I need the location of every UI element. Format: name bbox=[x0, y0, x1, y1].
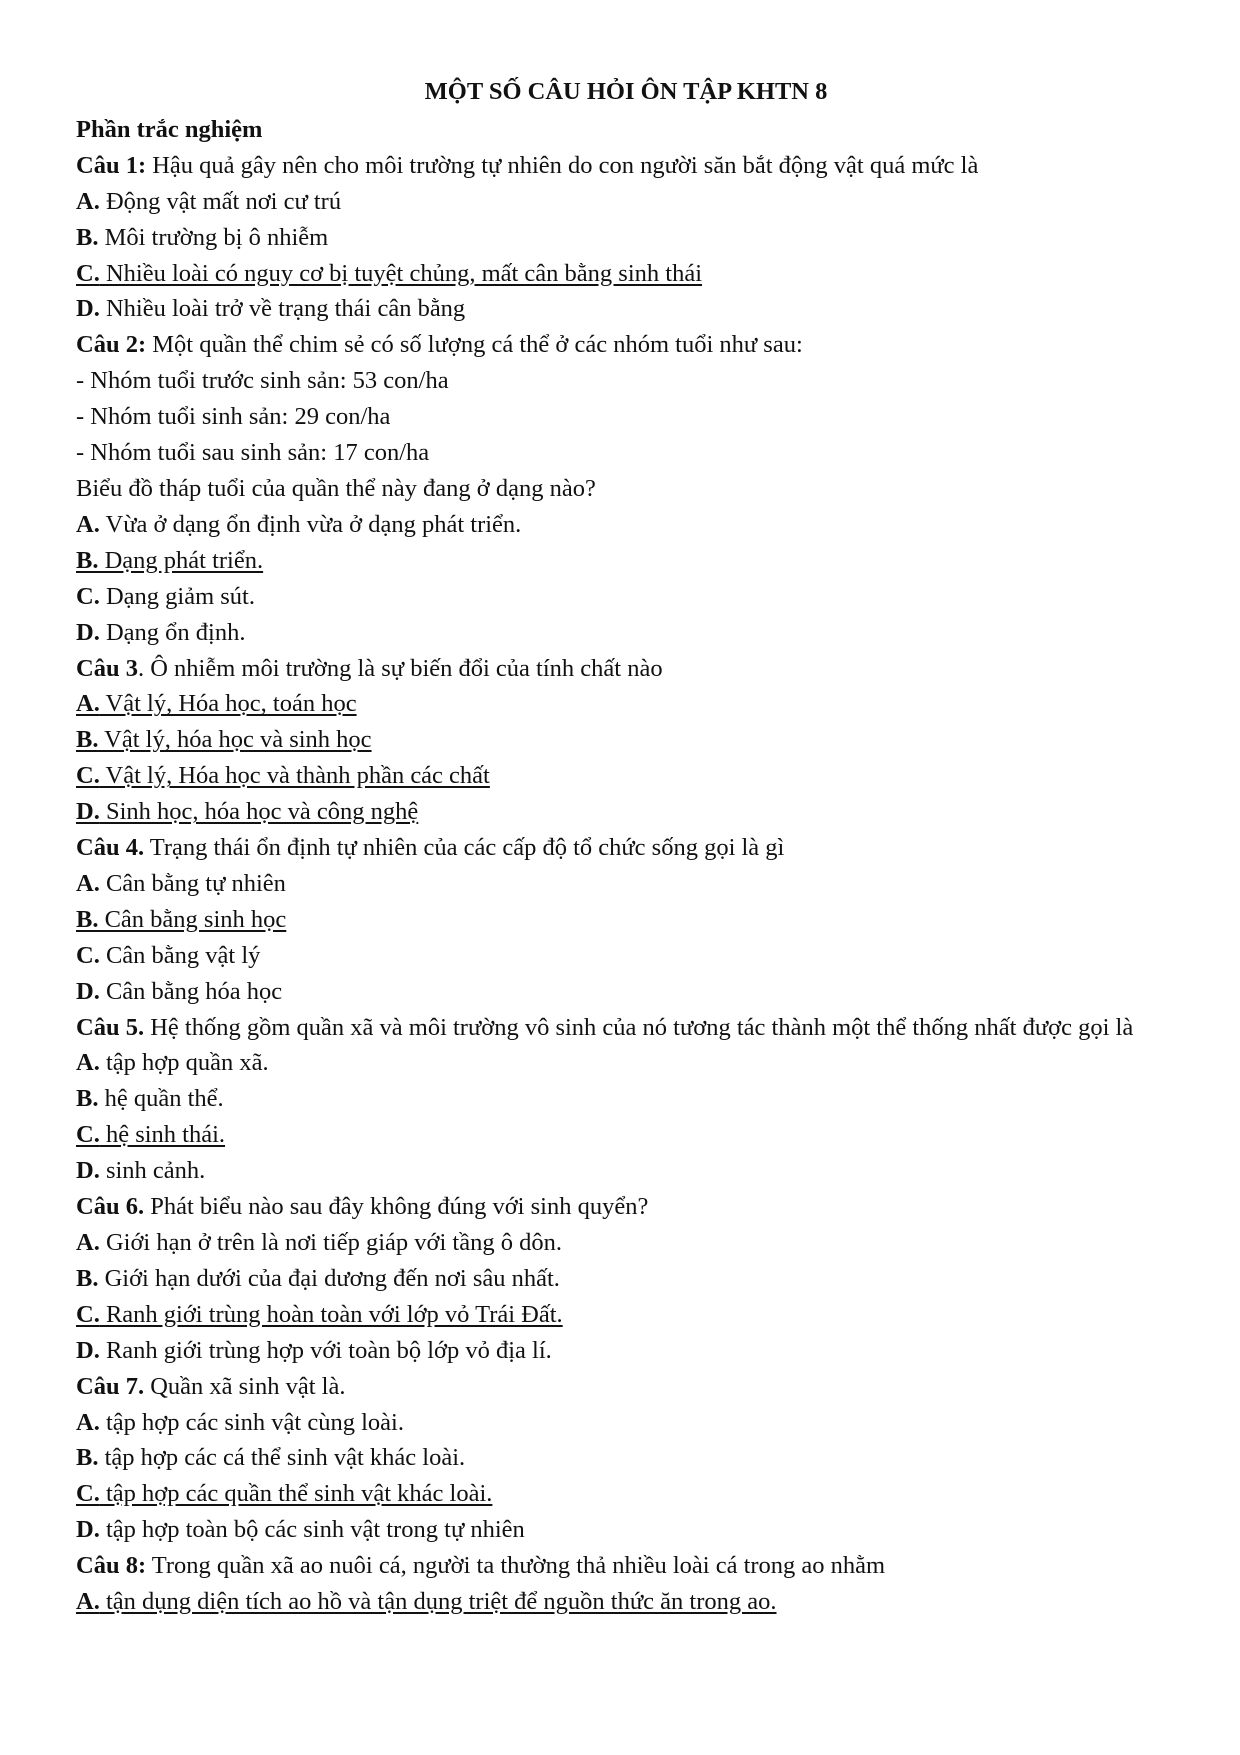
answer-option bbox=[76, 938, 1176, 974]
answer-option bbox=[76, 866, 1176, 902]
option-content bbox=[76, 1337, 552, 1364]
question-label: Câu 7. bbox=[76, 1372, 145, 1400]
option-letter: D. bbox=[76, 1516, 100, 1544]
question-detail-line: - Nhóm tuổi sau sinh sản: 17 con/ha bbox=[76, 439, 430, 467]
question-block bbox=[76, 830, 1176, 1010]
option-content bbox=[76, 1409, 404, 1436]
option-content bbox=[76, 942, 260, 969]
option-letter: C. bbox=[76, 941, 100, 969]
option-content bbox=[76, 1085, 224, 1112]
question-label: Câu 5. bbox=[76, 1013, 145, 1041]
option-text: Nhiều loài có nguy cơ bị tuyệt chủng, mất cân bằng sinh thái bbox=[99, 259, 703, 287]
option-content bbox=[76, 1049, 269, 1076]
question-label: Câu 2: bbox=[76, 331, 147, 359]
option-letter: D. bbox=[76, 1157, 100, 1185]
answer-option-marked bbox=[76, 722, 1176, 758]
option-letter: A. bbox=[76, 1408, 100, 1436]
option-content bbox=[76, 583, 255, 610]
question-list bbox=[76, 148, 1176, 1620]
answer-option bbox=[76, 1081, 1176, 1117]
question-label: Câu 6. bbox=[76, 1193, 145, 1221]
option-text: Sinh học, hóa học và công nghệ bbox=[99, 798, 419, 826]
section-heading: Phần trắc nghiệm bbox=[76, 115, 263, 143]
option-letter: C. bbox=[76, 582, 100, 610]
answer-option-marked bbox=[76, 758, 1176, 794]
option-letter: C. bbox=[76, 1480, 100, 1508]
question-stem bbox=[76, 830, 1176, 866]
option-letter: A. bbox=[76, 869, 100, 897]
answer-option bbox=[76, 1153, 1176, 1189]
answer-option-marked bbox=[76, 1297, 1176, 1333]
option-text: hệ sinh thái. bbox=[99, 1121, 226, 1149]
option-letter: A. bbox=[76, 510, 100, 538]
option-content bbox=[76, 1444, 465, 1471]
option-letter: D. bbox=[76, 977, 100, 1005]
option-content bbox=[76, 547, 263, 574]
answer-option bbox=[76, 507, 1176, 543]
option-content bbox=[76, 1516, 525, 1543]
question-text: Hậu quả gây nên cho môi trường tự nhiên do con người săn bắt động vật quá mức là bbox=[146, 151, 979, 179]
option-text: hệ quần thể. bbox=[98, 1085, 224, 1113]
option-letter: B. bbox=[76, 726, 99, 754]
answer-option bbox=[76, 1440, 1176, 1476]
option-text: Giới hạn ở trên là nơi tiếp giáp với tầng ô dôn. bbox=[99, 1229, 562, 1256]
option-letter: B. bbox=[76, 1444, 99, 1472]
option-letter: B. bbox=[76, 905, 99, 933]
option-content bbox=[76, 1157, 205, 1184]
option-text: tập hợp các cá thể sinh vật khác loài. bbox=[98, 1444, 466, 1472]
option-content bbox=[76, 619, 245, 646]
question-text: . Ô nhiễm môi trường là sự biến đổi của tính chất nào bbox=[137, 654, 663, 682]
option-letter: C. bbox=[76, 1121, 100, 1149]
option-content bbox=[76, 798, 418, 825]
option-text: Giới hạn dưới của đại dương đến nơi sâu nhất. bbox=[98, 1264, 560, 1292]
question-block bbox=[76, 327, 1176, 650]
option-content bbox=[76, 906, 286, 933]
question-stem bbox=[76, 1189, 1176, 1225]
page-title: MỘT SỐ CÂU HỎI ÔN TẬP KHTN 8 bbox=[424, 78, 828, 105]
option-text: Ranh giới trùng hoàn toàn với lớp vỏ Trái Đất. bbox=[99, 1300, 563, 1328]
question-block bbox=[76, 1548, 1176, 1620]
question-text: Một quần thể chim sẻ có số lượng cá thể ở các nhóm tuổi như sau: bbox=[146, 331, 803, 359]
option-content bbox=[76, 762, 490, 789]
question-label: Câu 1: bbox=[76, 151, 147, 179]
option-content bbox=[76, 1301, 563, 1328]
answer-option-marked bbox=[76, 794, 1176, 830]
answer-option-marked bbox=[76, 1117, 1176, 1153]
answer-option bbox=[76, 291, 1176, 327]
question-text: Trong quần xã ao nuôi cá, người ta thường thả nhiều loài cá trong ao nhằm bbox=[146, 1552, 886, 1580]
answer-option bbox=[76, 1225, 1176, 1261]
option-content bbox=[76, 1480, 492, 1507]
question-label: Câu 4. bbox=[76, 834, 145, 862]
option-letter: A. bbox=[76, 690, 100, 718]
answer-option bbox=[76, 1333, 1176, 1369]
question-stem bbox=[76, 651, 1176, 687]
option-text: Vật lý, Hóa học, toán học bbox=[99, 690, 357, 718]
option-text: Vừa ở dạng ổn định vừa ở dạng phát triển. bbox=[99, 510, 522, 538]
answer-option bbox=[76, 1261, 1176, 1297]
option-content bbox=[76, 188, 341, 215]
option-content bbox=[76, 726, 372, 753]
question-stem bbox=[76, 1010, 1136, 1046]
option-letter: B. bbox=[76, 1264, 99, 1292]
option-content bbox=[76, 1121, 225, 1148]
answer-option bbox=[76, 579, 1176, 615]
question-text: Hệ thống gồm quần xã và môi trường vô sinh của nó tương tác thành một thể thống nhất được gọi là bbox=[144, 1013, 1134, 1041]
option-text: Dạng giảm sút. bbox=[99, 582, 255, 610]
option-text: tập hợp quần xã. bbox=[99, 1049, 269, 1077]
option-content bbox=[76, 295, 465, 322]
option-text: Cân bằng sinh học bbox=[98, 905, 287, 933]
answer-option bbox=[76, 974, 1176, 1010]
answer-option bbox=[76, 1045, 1176, 1081]
option-text: Cân bằng vật lý bbox=[99, 941, 261, 969]
option-letter: D. bbox=[76, 798, 100, 826]
option-letter: D. bbox=[76, 1336, 100, 1364]
option-text: tận dụng diện tích ao hồ và tận dụng triệt để nguồn thức ăn trong ao. bbox=[99, 1588, 777, 1616]
option-letter: C. bbox=[76, 1300, 100, 1328]
option-letter: B. bbox=[76, 1085, 99, 1113]
question-detail-line: - Nhóm tuổi sinh sản: 29 con/ha bbox=[76, 403, 391, 431]
option-letter: C. bbox=[76, 259, 100, 287]
option-text: Cân bằng tự nhiên bbox=[99, 869, 286, 897]
question-stem bbox=[76, 148, 1176, 184]
question-stem bbox=[76, 1369, 1176, 1405]
option-letter: B. bbox=[76, 546, 99, 574]
option-text: Dạng phát triển. bbox=[98, 546, 264, 574]
option-text: Vật lý, Hóa học và thành phần các chất bbox=[99, 762, 490, 790]
option-text: Môi trường bị ô nhiễm bbox=[98, 223, 329, 251]
question-label: Câu 8: bbox=[76, 1552, 147, 1580]
answer-option-marked bbox=[76, 1584, 1176, 1620]
option-letter: D. bbox=[76, 618, 100, 646]
option-content bbox=[76, 978, 282, 1005]
option-text: Động vật mất nơi cư trú bbox=[99, 187, 342, 215]
option-content bbox=[76, 1229, 562, 1256]
answer-option-marked bbox=[76, 543, 1176, 579]
option-letter: D. bbox=[76, 295, 100, 323]
option-content bbox=[76, 511, 521, 538]
option-letter: A. bbox=[76, 1049, 100, 1077]
option-text: tập hợp toàn bộ các sinh vật trong tự nhiên bbox=[99, 1516, 525, 1544]
question-text: Trạng thái ổn định tự nhiên của các cấp độ tổ chức sống gọi là gì bbox=[144, 834, 785, 862]
option-letter: A. bbox=[76, 187, 100, 215]
option-content bbox=[76, 1588, 777, 1615]
question-block bbox=[76, 1189, 1176, 1369]
question-label: Câu 3 bbox=[76, 654, 138, 682]
question-block bbox=[76, 651, 1176, 831]
option-text: tập hợp các quần thể sinh vật khác loài. bbox=[99, 1480, 493, 1508]
option-content bbox=[76, 224, 328, 251]
answer-option-marked bbox=[76, 902, 1176, 938]
question-detail-line: Biểu đồ tháp tuổi của quần thể này đang ở dạng nào? bbox=[76, 474, 596, 502]
option-text: Dạng ổn định. bbox=[99, 618, 246, 646]
question-block bbox=[76, 1369, 1176, 1549]
document-page bbox=[76, 74, 1176, 1620]
option-text: tập hợp các sinh vật cùng loài. bbox=[99, 1408, 404, 1436]
option-text: Cân bằng hóa học bbox=[99, 977, 283, 1005]
option-letter: B. bbox=[76, 223, 99, 251]
answer-option bbox=[76, 1512, 1176, 1548]
question-text: Phát biểu nào sau đây không đúng với sinh quyển? bbox=[144, 1193, 649, 1221]
answer-option bbox=[76, 1405, 1176, 1441]
option-letter: A. bbox=[76, 1588, 100, 1616]
option-letter: A. bbox=[76, 1229, 100, 1256]
answer-option bbox=[76, 220, 1176, 256]
option-text: Ranh giới trùng hợp với toàn bộ lớp vỏ địa lí. bbox=[99, 1336, 552, 1364]
answer-option-marked bbox=[76, 686, 1176, 722]
answer-option bbox=[76, 184, 1176, 220]
question-block bbox=[76, 1010, 1176, 1190]
option-text: sinh cảnh. bbox=[99, 1157, 206, 1185]
answer-option-marked bbox=[76, 256, 1176, 292]
question-detail-line: - Nhóm tuổi trước sinh sản: 53 con/ha bbox=[76, 367, 449, 395]
question-block bbox=[76, 148, 1176, 328]
option-content bbox=[76, 690, 357, 717]
answer-option-marked bbox=[76, 1476, 1176, 1512]
question-text: Quần xã sinh vật là. bbox=[144, 1372, 346, 1400]
option-content bbox=[76, 870, 286, 897]
answer-option bbox=[76, 615, 1176, 651]
option-letter: C. bbox=[76, 762, 100, 790]
option-content bbox=[76, 260, 702, 287]
option-text: Nhiều loài trở về trạng thái cân bằng bbox=[99, 295, 466, 323]
option-content bbox=[76, 1265, 560, 1292]
question-stem bbox=[76, 1548, 1176, 1584]
question-stem bbox=[76, 327, 1176, 363]
option-text: Vật lý, hóa học và sinh học bbox=[98, 726, 372, 754]
